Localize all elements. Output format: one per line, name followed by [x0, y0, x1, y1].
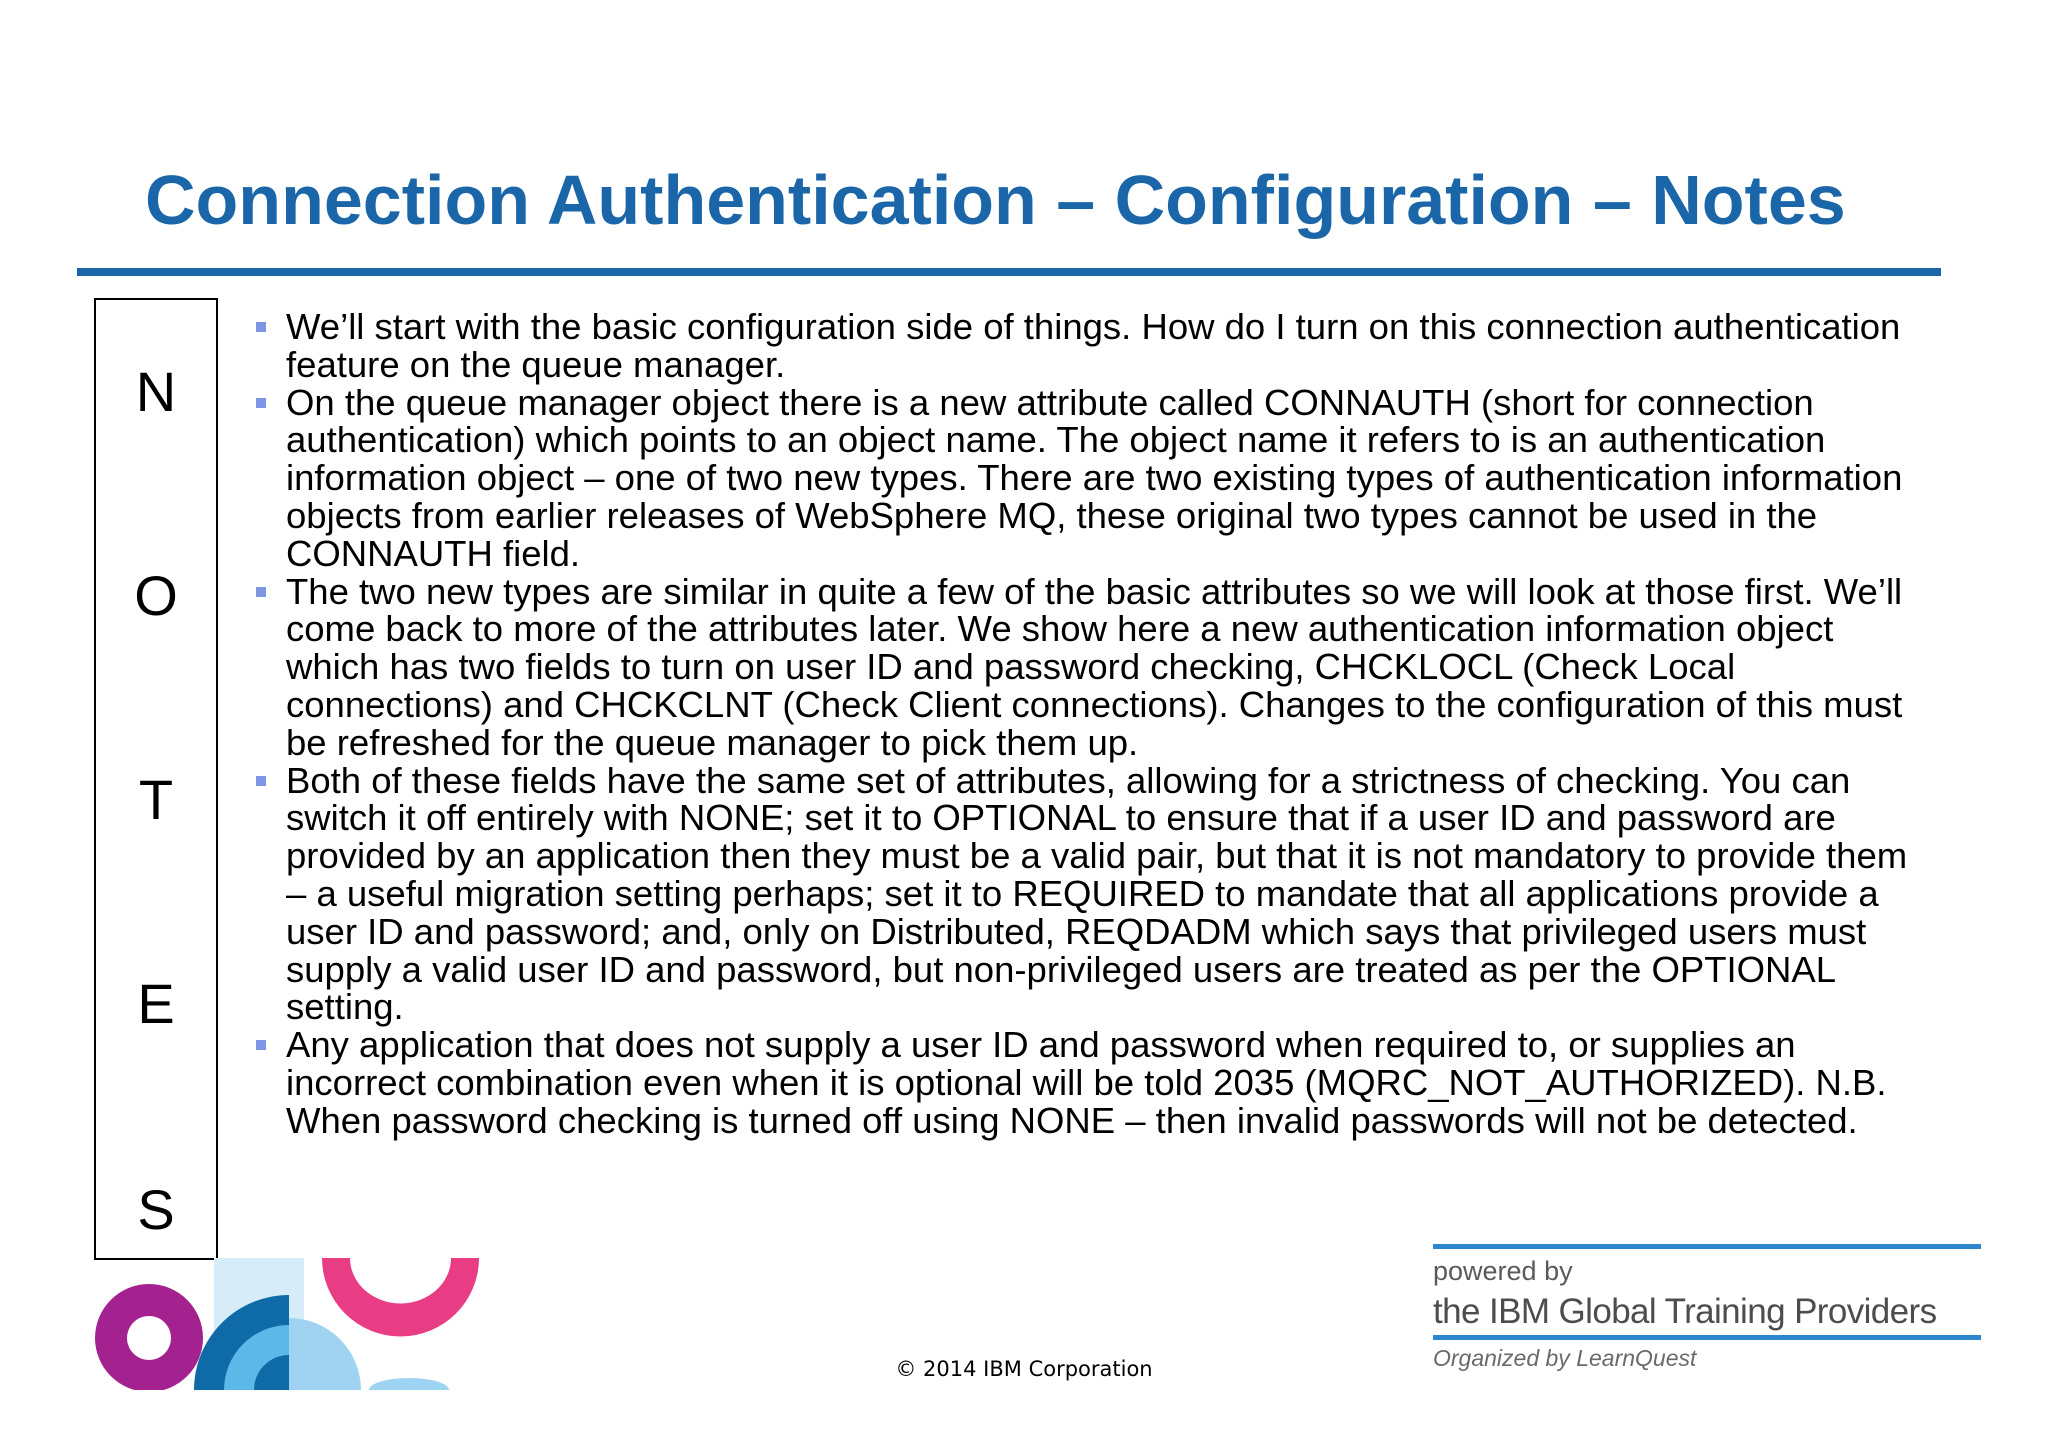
organized-by-text: Organized by LearnQuest [1433, 1345, 1697, 1371]
bullet-square-icon [256, 776, 266, 786]
notes-letter-s: S [137, 1178, 175, 1241]
training-provider-logo [1433, 1244, 1983, 1374]
title-underline [77, 268, 1941, 276]
bullet-square-icon [256, 1040, 266, 1050]
bullet-square-icon [256, 322, 266, 332]
powered-by-text: powered by [1433, 1256, 1573, 1286]
notes-letter-t: T [138, 768, 174, 831]
bullet-square-icon [256, 587, 266, 597]
bullet-text: The two new types are similar in quite a few of the basic attributes so we will look at those first. We’ll come back to more of the attributes later. We show here a new authentication information object which has two fields to turn on user ID and password checking, CHCKLOCL (Check Local connections) and CHCKCLNT (Check Client connections). Changes to the configuration of this must be refreshed for the queue manager to pick them up. [286, 570, 1903, 763]
notes-bullet-list [256, 308, 1916, 1140]
notes-bullet [256, 308, 1916, 384]
bullet-text: We’ll start with the basic configuration side of things. How do I turn on this connection authentication feature on the queue manager. [286, 306, 1901, 385]
notes-letter-o: O [134, 564, 178, 627]
provider-name: the IBM Global Training Providers [1433, 1292, 1937, 1331]
notes-bullet [256, 759, 1916, 1028]
notes-letter-n: N [135, 360, 177, 423]
bullet-square-icon [256, 398, 266, 408]
bullet-text: On the queue manager object there is a new attribute called CONNAUTH (short for connection authentication) which points to an object name. The object name it refers to is an authentication information object – one of two new types. There are two existing types of authentication information objects from earlier releases of WebSphere MQ, these original two types cannot be used in the CONNAUTH field. [286, 381, 1903, 574]
provider-top-rule [1433, 1244, 1981, 1249]
copyright-text: © 2014 IBM Corporation [895, 1357, 1153, 1381]
provider-bottom-rule [1433, 1335, 1981, 1340]
notes-bullet [256, 570, 1916, 763]
notes-bullet [256, 381, 1916, 574]
slide-title: Connection Authentication – Configuration – Notes [145, 161, 1846, 239]
bullet-text: Both of these fields have the same set of attributes, allowing for a strictness of checking. You can switch it off entirely with NONE; set it to OPTIONAL to ensure that if a user ID and password are provided by an application then they must be a valid pair, but that it is not mandatory to provide them – a useful migration setting perhaps; set it to REQUIRED to mandate that all applications provide a user ID and password; and, only on Distributed, REQDADM which says that privileged users must supply a valid user ID and password, but non-privileged users are treated as per the OPTIONAL setting. [286, 759, 1908, 1028]
notes-vertical-label [94, 298, 218, 1260]
notes-bullet [256, 1026, 1916, 1139]
bullet-text: Any application that does not supply a user ID and password when required to, or supplies an incorrect combination even when it is optional will be told 2035 (MQRC_NOT_AUTHORIZED). N.B. When password checking is turned off using NONE – then invalid passwords will not be detected. [286, 1024, 1887, 1141]
logo-ring-hole [127, 1316, 171, 1360]
notes-letter-e: E [137, 972, 175, 1035]
